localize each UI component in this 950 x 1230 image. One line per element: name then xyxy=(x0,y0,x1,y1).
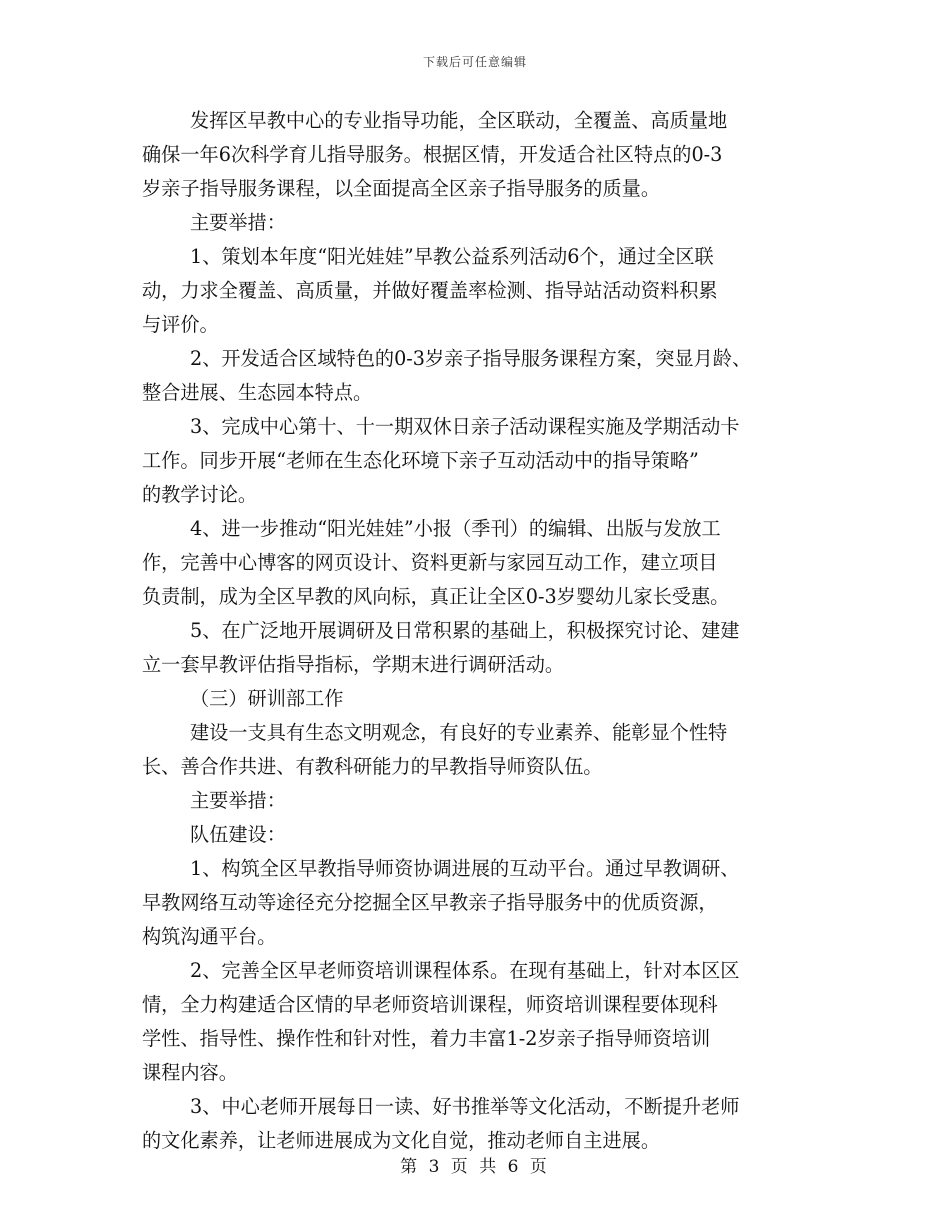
text-line: 课程内容。 xyxy=(142,1061,238,1084)
text-line: 1、构筑全区早教指导师资协调进展的互动平台。通过早教调研、 xyxy=(190,857,740,880)
document-body xyxy=(142,104,814,1158)
text-line: 岁亲子指导服务课程，以全面提高全区亲子指导服务的质量。 xyxy=(142,177,661,200)
text-line: 发挥区早教中心的专业指导功能，全区联动，全覆盖、高质量地 xyxy=(190,109,728,132)
text-line: 动，力求全覆盖、高质量，并做好覆盖率检测、指导站活动资料积累 xyxy=(142,279,718,302)
text-line: 2、完善全区早老师资培训课程体系。在现有基础上，针对本区区 xyxy=(190,959,740,982)
text-line: 立一套早教评估指导指标，学期末进行调研活动。 xyxy=(142,653,565,676)
text-line: 的教学讨论。 xyxy=(142,483,258,506)
text-line: 工作。同步开展“老师在生态化环境下亲子互动活动中的指导策略” xyxy=(142,449,699,472)
page-number-footer: 第 3 页 共 6 页 xyxy=(400,1157,550,1177)
text-line: 3、完成中心第十、十一期双休日亲子活动课程实施及学期活动卡 xyxy=(190,415,740,438)
text-line: 1、策划本年度“阳光娃娃”早教公益系列活动6个，通过全区联 xyxy=(190,245,714,268)
text-line: 学性、指导性、操作性和针对性，着力丰富1-2岁亲子指导师资培训 xyxy=(142,1027,711,1050)
page-header-note: 下载后可任意编辑 xyxy=(422,55,527,69)
text-line: 主要举措： xyxy=(190,211,286,234)
text-line: 整合进展、生态园本特点。 xyxy=(142,381,373,404)
text-line: 负责制，成为全区早教的风向标，真正让全区0-3岁婴幼儿家长受惠。 xyxy=(142,585,730,608)
text-line: 5、在广泛地开展调研及日常积累的基础上，积极探究讨论、建建 xyxy=(190,619,740,642)
text-line: 的文化素养，让老师进展成为文化自觉，推动老师自主进展。 xyxy=(142,1129,661,1152)
text-line: 与评价。 xyxy=(142,313,219,336)
text-line: 情，全力构建适合区情的早老师资培训课程，师资培训课程要体现科 xyxy=(142,993,718,1016)
text-line: 2、开发适合区域特色的0-3岁亲子指导服务课程方案，突显月龄、 xyxy=(190,347,752,370)
text-line: 构筑沟通平台。 xyxy=(142,925,277,948)
text-line: 作，完善中心博客的网页设计、资料更新与家园互动工作，建立项目 xyxy=(142,551,718,574)
text-line: 建设一支具有生态文明观念，有良好的专业素养、能彰显个性特 xyxy=(190,721,728,744)
text-line: 长、善合作共进、有教科研能力的早教指导师资队伍。 xyxy=(142,755,603,778)
text-line: 3、中心老师开展每日一读、好书推举等文化活动，不断提升老师 xyxy=(190,1095,740,1118)
text-line: 4、进一步推动“阳光娃娃”小报（季刊）的编辑、出版与发放工 xyxy=(190,517,721,540)
text-line: 队伍建设： xyxy=(190,823,286,846)
text-line: 早教网络互动等途径充分挖掘全区早教亲子指导服务中的优质资源， xyxy=(142,891,718,914)
text-line: （三）研训部工作 xyxy=(190,687,344,710)
text-line: 确保一年6次科学育儿指导服务。根据区情，开发适合社区特点的0-3 xyxy=(142,143,723,166)
text-line: 主要举措： xyxy=(190,789,286,812)
